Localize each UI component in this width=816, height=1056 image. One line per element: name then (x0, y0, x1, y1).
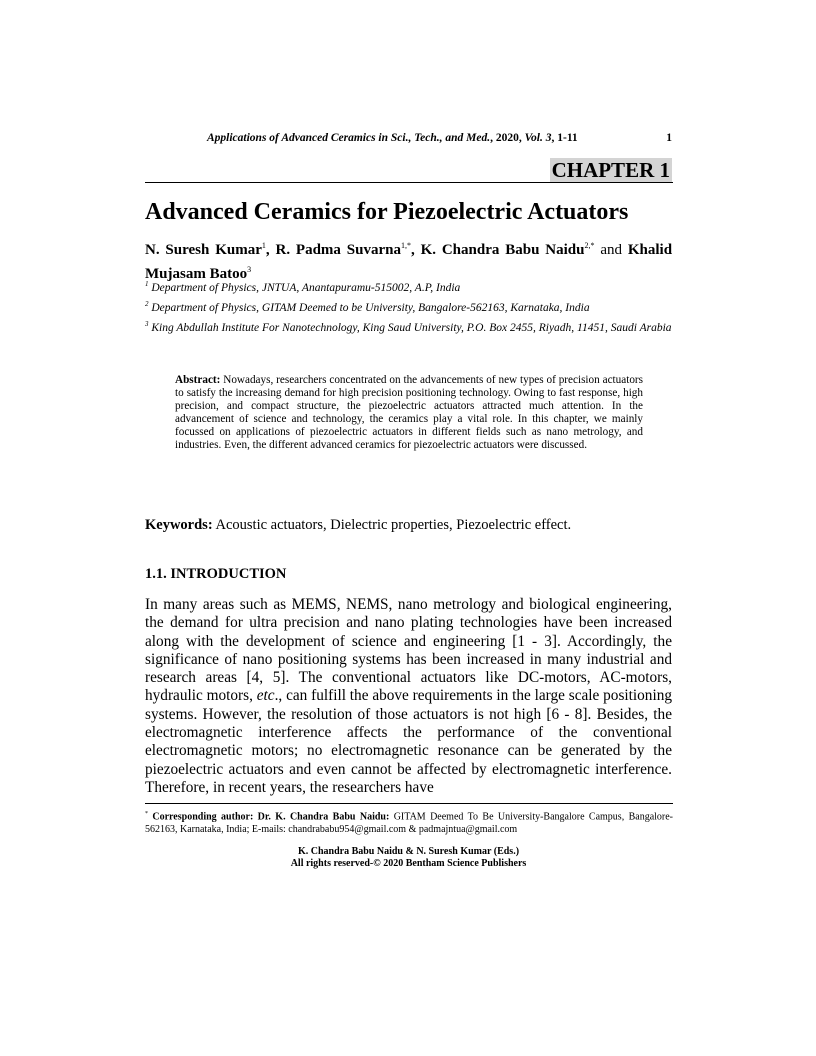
author-list: N. Suresh Kumar$^1$, R. Padma Suvarna$^{1,*}$, K. Chandra Babu Naidu$^{2,*}$ and Khalid Mujasam Batoo$^3$ (145, 241, 673, 282)
footnote: * Corresponding author: Dr. K. Chandra Babu Naidu: GITAM Deemed To Be University-Bangalore Campus, Bangalore-562163, Karnataka, India; E-mails: chandrababu954@gmail.com & padmajntua@gmail.com (145, 811, 674, 836)
affiliation: $^3$ King Abdullah Institute For Nanotechnology, King Saud University, P.O. Box 2455, Riyadh, 11451, Saudi Arabia (145, 320, 672, 334)
keywords-label: Keywords: (145, 517, 213, 533)
author-name: K. Chandra Babu Naidu (420, 242, 585, 258)
affiliation: $^1$ Department of Physics, JNTUA, Anantapuramu-515002, A.P, India (145, 280, 461, 294)
page-number: 1 (666, 132, 672, 144)
footnote-label: Corresponding author: Dr. K. Chandra Babu Naidu: (152, 811, 390, 823)
author-name: N. Suresh Kumar (145, 242, 262, 258)
footnote-divider (145, 803, 673, 804)
author-name: Khalid Mujasam Batoo (145, 242, 673, 282)
keywords-text: Acoustic actuators, Dielectric properties, Piezoelectric effect. (215, 517, 572, 533)
author-name: R. Padma Suvarna (275, 242, 401, 258)
chapter-divider (145, 182, 673, 183)
paper-title: Advanced Ceramics for Piezoelectric Actuators (145, 199, 629, 225)
publisher-info (145, 846, 672, 870)
running-head-text: Applications of Advanced Ceramics in Sci., Tech., and Med., 2020, Vol. 3, 1-11 (207, 132, 578, 144)
section-heading: 1.1. INTRODUCTION (145, 566, 287, 582)
body-paragraph: In many areas such as MEMS, NEMS, nano metrology and biological engineering, the demand for ultra precision and nano plating technologies have been increased along with the development of science and engineering [1 - 3]. Accordingly, the significance of nano positioning systems has been increased in many industrial and research areas [4, 5]. The conventional actuators like DC-motors, AC-motors, hydraulic motors, etc., can fulfill the above requirements in the large scale positioning systems. However, the resolution of those actuators is not high [6 - 8]. Besides, the electromagnetic interference affects the performance of the conventional electromagnetic motors; no electromagnetic resonance can be generated by the piezoelectric actuators and even cannot be affected by electromagnetic interference. Therefore, in recent years, the researchers have (145, 596, 672, 796)
affiliation: $^2$ Department of Physics, GITAM Deemed to be University, Bangalore-562163, Karnataka, India (145, 300, 590, 314)
abstract-text: Nowadays, researchers concentrated on the advancements of new types of precision actuators to satisfy the increasing demand for high precision positioning technology. Owing to fast response, high precision, and compact structure, the piezoelectric actuators attracted much attention. In the advancement of science and technology, the ceramics play a vital role. In this chapter, we mainly focussed on applications of piezoelectric actuators in different fields such as nano metrology, and industries. Even, the different advanced ceramics for piezoelectric actuators were discussed. (175, 374, 643, 452)
abstract-label: Abstract: (175, 374, 221, 386)
rights-line: All rights reserved-© 2020 Bentham Science Publishers (290, 858, 527, 869)
editors-line: K. Chandra Babu Naidu & N. Suresh Kumar (Eds.) (297, 846, 520, 857)
abstract (175, 374, 643, 453)
keywords (145, 517, 571, 534)
chapter-label: CHAPTER 1 (551, 158, 670, 182)
